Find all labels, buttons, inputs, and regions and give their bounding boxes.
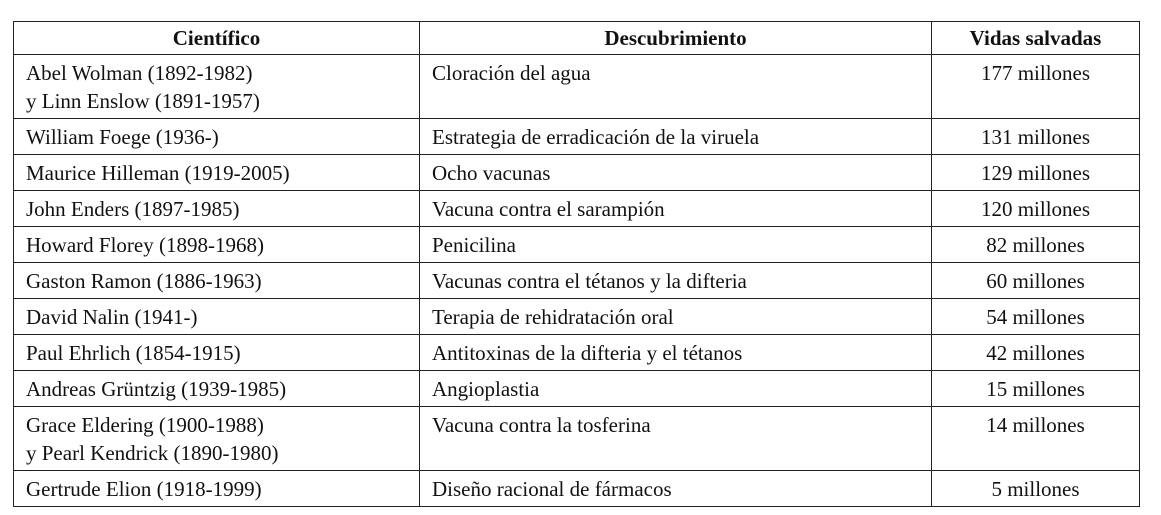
- lives-saved-cell: 82 millones: [932, 227, 1140, 263]
- table-row: [14, 263, 1140, 299]
- scientist-cell: [14, 471, 420, 507]
- table-row: [14, 119, 1140, 155]
- table-row: [14, 407, 1140, 471]
- scientist-cell: [14, 299, 420, 335]
- scientist-name-line: Maurice Hilleman (1919-2005): [26, 161, 290, 185]
- table-row: [14, 227, 1140, 263]
- lives-saved-cell: 5 millones: [932, 471, 1140, 507]
- discovery-cell: Estrategia de erradicación de la viruela: [420, 119, 932, 155]
- column-header-lives-saved: Vidas salvadas: [932, 22, 1140, 55]
- scientist-cell: [14, 263, 420, 299]
- discovery-cell: Diseño racional de fármacos: [420, 471, 932, 507]
- table-row: [14, 335, 1140, 371]
- table-row: [14, 471, 1140, 507]
- discovery-cell: Vacunas contra el tétanos y la difteria: [420, 263, 932, 299]
- table-row: [14, 55, 1140, 119]
- scientist-name-line: Grace Eldering (1900-1988): [26, 413, 264, 437]
- scientist-name-line: y Linn Enslow (1891-1957): [26, 89, 260, 113]
- scientist-name-line: Abel Wolman (1892-1982): [26, 61, 253, 85]
- scientist-name-line: Andreas Grüntzig (1939-1985): [26, 377, 287, 401]
- discovery-cell: Penicilina: [420, 227, 932, 263]
- column-header-discovery: Descubrimiento: [420, 22, 932, 55]
- table-row: [14, 299, 1140, 335]
- table-header-row: [14, 22, 1140, 55]
- table-row: [14, 191, 1140, 227]
- scientist-cell: [14, 371, 420, 407]
- scientist-name-line: Paul Ehrlich (1854-1915): [26, 341, 241, 365]
- lives-saved-cell: 60 millones: [932, 263, 1140, 299]
- scientist-cell: [14, 407, 420, 471]
- table-row: [14, 371, 1140, 407]
- discovery-cell: Vacuna contra el sarampión: [420, 191, 932, 227]
- column-header-scientist: Científico: [14, 22, 420, 55]
- discovery-cell: Ocho vacunas: [420, 155, 932, 191]
- lives-saved-cell: 120 millones: [932, 191, 1140, 227]
- table-row: [14, 155, 1140, 191]
- lives-saved-cell: 129 millones: [932, 155, 1140, 191]
- discovery-cell: Antitoxinas de la difteria y el tétanos: [420, 335, 932, 371]
- lives-saved-cell: 131 millones: [932, 119, 1140, 155]
- discovery-cell: Angioplastia: [420, 371, 932, 407]
- discovery-cell: Cloración del agua: [420, 55, 932, 119]
- discovery-cell: Terapia de rehidratación oral: [420, 299, 932, 335]
- lives-saved-cell: 54 millones: [932, 299, 1140, 335]
- scientists-table: [13, 21, 1140, 507]
- lives-saved-cell: 177 millones: [932, 55, 1140, 119]
- table-container: [13, 21, 1139, 507]
- scientist-name-line: David Nalin (1941-): [26, 305, 198, 329]
- scientist-cell: [14, 227, 420, 263]
- scientist-name-line: William Foege (1936-): [26, 125, 219, 149]
- scientist-name-line: John Enders (1897-1985): [26, 197, 240, 221]
- scientist-cell: [14, 55, 420, 119]
- scientist-cell: [14, 155, 420, 191]
- scientist-name-line: Howard Florey (1898-1968): [26, 233, 264, 257]
- scientist-name-line: y Pearl Kendrick (1890-1980): [26, 441, 279, 465]
- lives-saved-cell: 15 millones: [932, 371, 1140, 407]
- scientist-name-line: Gertrude Elion (1918-1999): [26, 477, 262, 501]
- table-body: [14, 55, 1140, 507]
- lives-saved-cell: 42 millones: [932, 335, 1140, 371]
- lives-saved-cell: 14 millones: [932, 407, 1140, 471]
- scientist-cell: [14, 191, 420, 227]
- discovery-cell: Vacuna contra la tosferina: [420, 407, 932, 471]
- scientist-cell: [14, 335, 420, 371]
- scientist-name-line: Gaston Ramon (1886-1963): [26, 269, 262, 293]
- scientist-cell: [14, 119, 420, 155]
